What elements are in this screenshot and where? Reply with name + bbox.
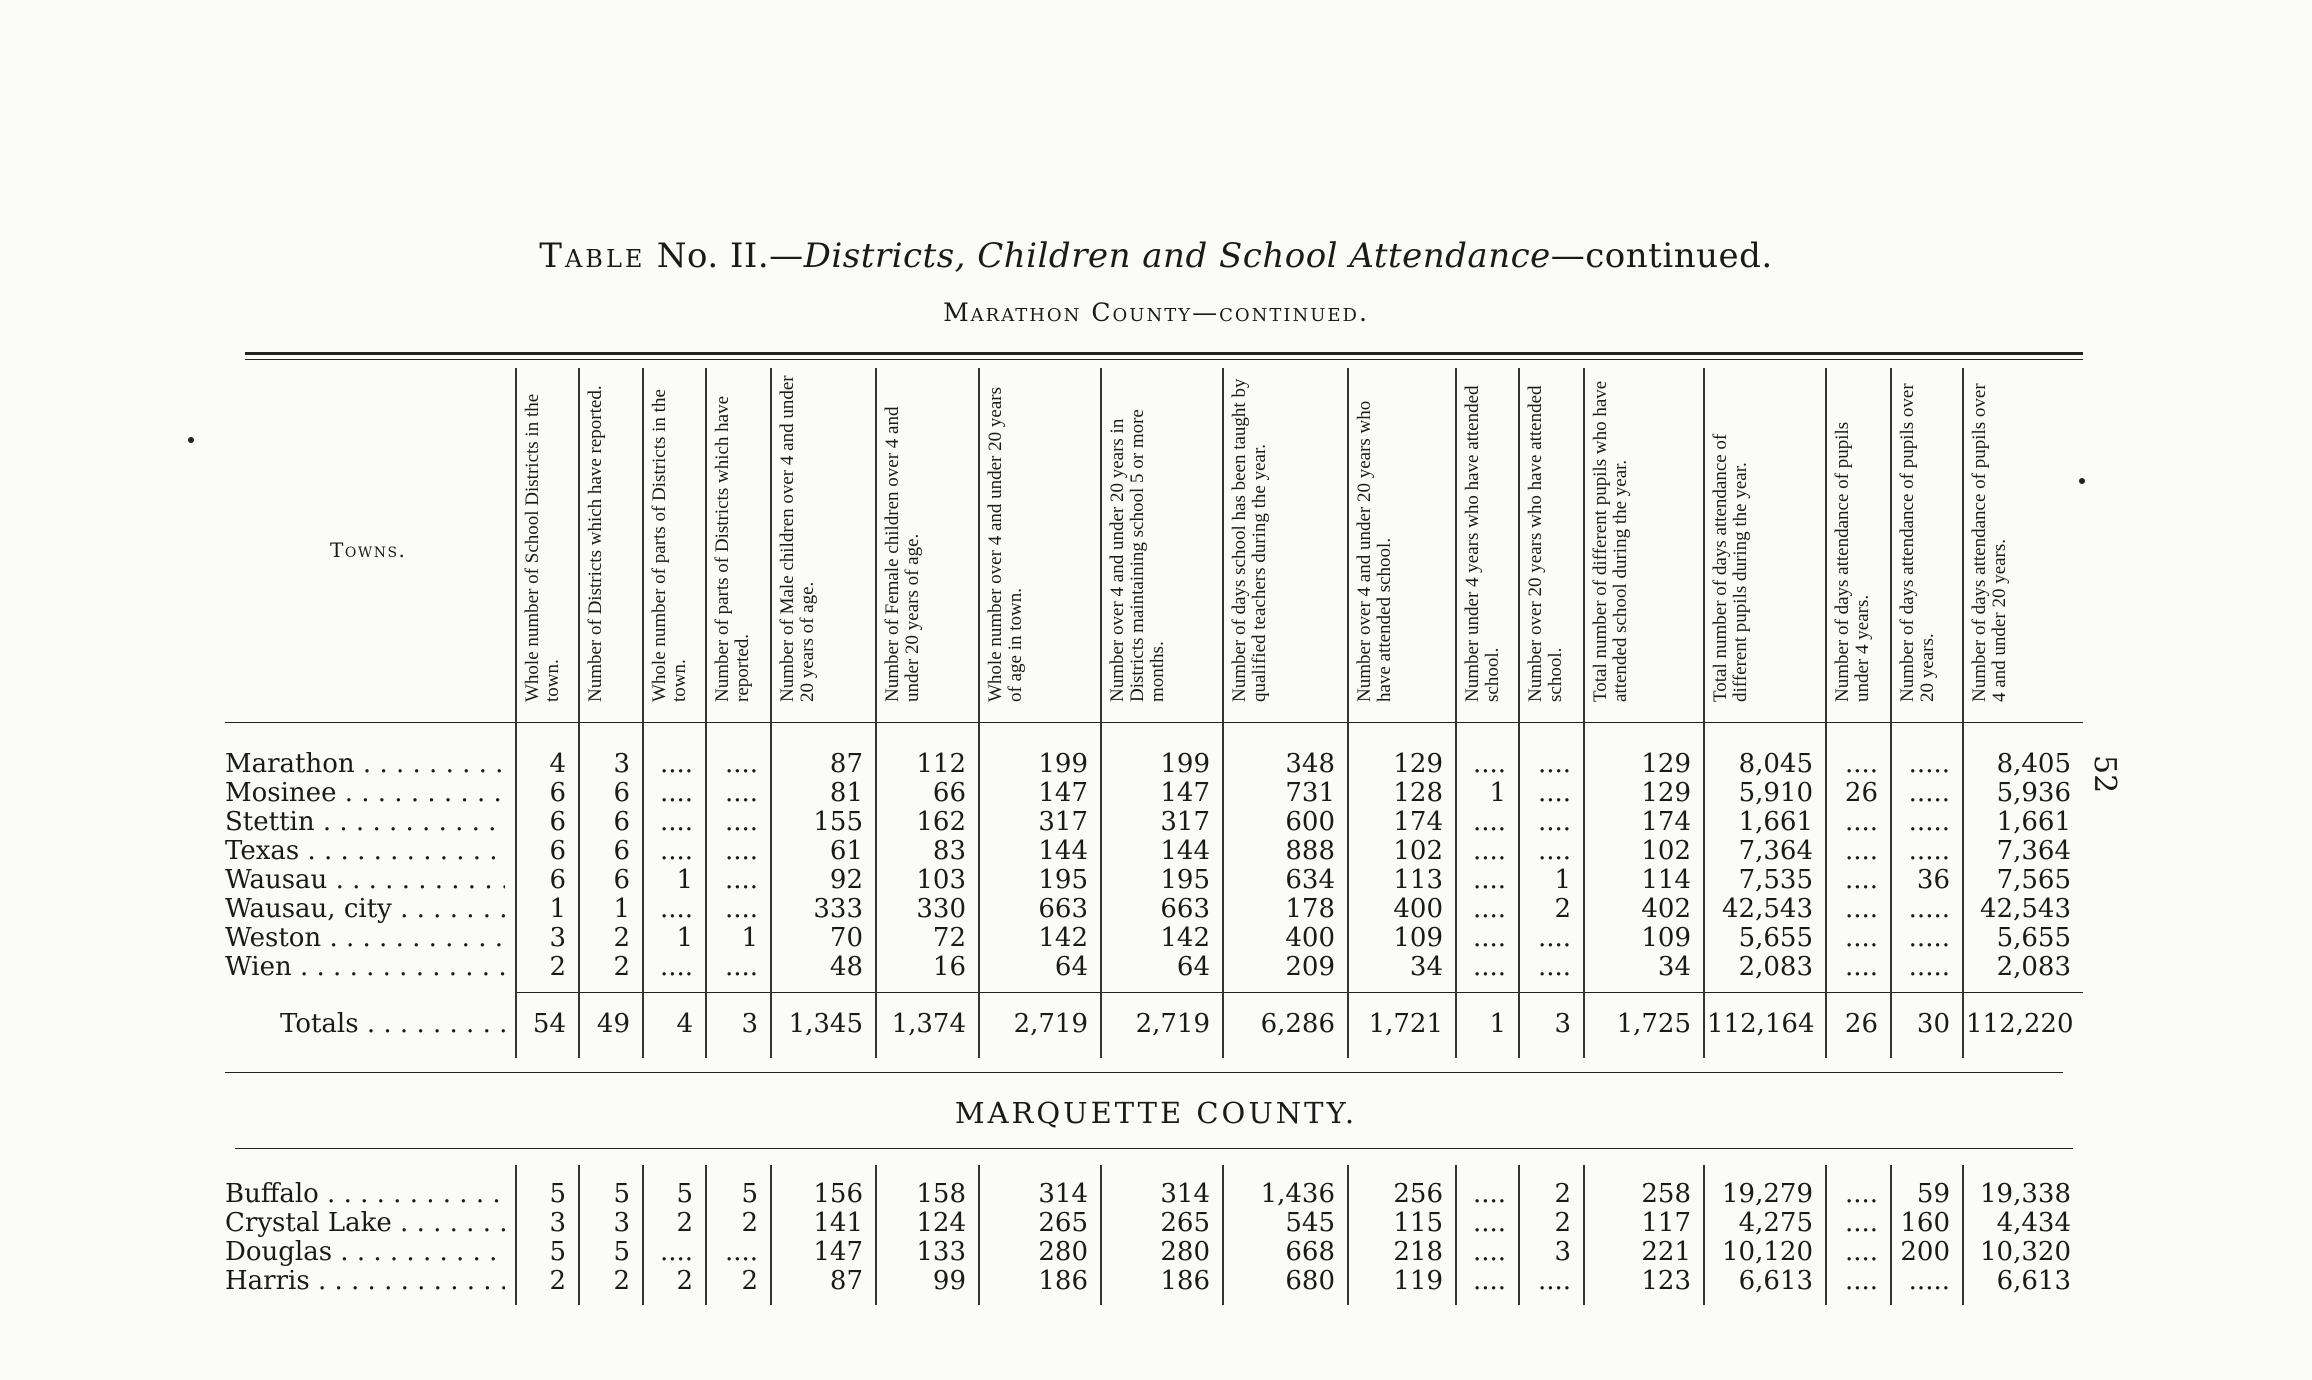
table-cell: 6 [613, 836, 630, 866]
table-cell: .... [1472, 807, 1506, 837]
column-header-6 [877, 368, 978, 708]
table-row [0, 924, 2312, 953]
table-cell: 6 [613, 778, 630, 808]
table-cell: 102 [1393, 836, 1443, 866]
totals-label: Totals . . . [280, 1010, 505, 1039]
table-cell: 19,279 [1722, 1179, 1813, 1209]
table-cell: 26 [1844, 1009, 1878, 1039]
table-cell: .... [659, 1237, 693, 1267]
table-cell: .... [1844, 923, 1878, 953]
table-cell: 3 [613, 749, 630, 779]
table-cell: 5 [549, 1237, 566, 1267]
table-cell: 5 [676, 1179, 693, 1209]
column-header-1 [517, 368, 578, 708]
town-name: Wausau . . . [225, 866, 505, 895]
table-cell: .... [1844, 952, 1878, 982]
column-header-3 [644, 368, 705, 708]
table-row [0, 895, 2312, 924]
table-row [0, 808, 2312, 837]
table-cell: .... [724, 836, 758, 866]
table-cell: .... [1844, 749, 1878, 779]
column-header-2 [580, 368, 642, 708]
table-cell: .... [659, 778, 693, 808]
title-prefix: Table [539, 236, 646, 276]
table-cell: 5,910 [1738, 778, 1813, 808]
table-cell: 195 [1038, 865, 1088, 895]
table-cell: 129 [1641, 749, 1691, 779]
town-name: Buffalo . . . [225, 1180, 505, 1209]
title-number: No. II.— [656, 236, 804, 276]
table-cell: .... [1844, 1237, 1878, 1267]
table-row [0, 750, 2312, 779]
table-cell: 109 [1393, 923, 1443, 953]
table-cell: 36 [1916, 865, 1950, 895]
table-cell: 634 [1285, 865, 1335, 895]
town-name: Weston . . . [225, 924, 505, 953]
table-cell: 87 [829, 749, 863, 779]
table-cell: .... [1844, 836, 1878, 866]
table-row [0, 1180, 2312, 1209]
table-cell: .... [1537, 1266, 1571, 1296]
table-cell: 1,661 [1738, 807, 1813, 837]
table-cell: 8,045 [1738, 749, 1813, 779]
table-cell: 7,364 [1738, 836, 1813, 866]
table-cell: 6,613 [1738, 1266, 1813, 1296]
table-cell: .... [1472, 1266, 1506, 1296]
table-cell: 1,725 [1616, 1009, 1691, 1039]
table-cell: .... [724, 865, 758, 895]
column-header-8 [1102, 368, 1222, 708]
table-cell: 141 [813, 1208, 863, 1238]
table-row [0, 1238, 2312, 1267]
table-cell: .... [1844, 1266, 1878, 1296]
table-cell: 333 [813, 894, 863, 924]
subtitle-text: Marathon County—continued. [943, 298, 1369, 327]
table-cell: 66 [932, 778, 966, 808]
column-header-text: Number over 4 and under 20 years who have attended school. [1354, 400, 1395, 702]
table-cell: 2 [613, 952, 630, 982]
column-header-11 [1457, 368, 1518, 708]
table-cell: 5,936 [1996, 778, 2071, 808]
table-row [0, 953, 2312, 982]
column-header-text: Whole number of parts of Districts in the town. [649, 389, 690, 702]
table-cell: 64 [1054, 952, 1088, 982]
table-cell: 186 [1038, 1266, 1088, 1296]
table-cell: 142 [1038, 923, 1088, 953]
marquette-county-title: MARQUETTE COUNTY. [954, 1096, 1358, 1130]
table-cell: 731 [1285, 778, 1335, 808]
town-name: Mosinee . . . [225, 779, 505, 808]
table-cell: 87 [829, 1266, 863, 1296]
table-cell: 147 [1160, 778, 1210, 808]
table-cell: ..... [1908, 778, 1950, 808]
column-header-text: Total number of different pupils who have attended school during the year. [1590, 380, 1631, 702]
table-cell: .... [724, 778, 758, 808]
table-cell: 2 [549, 1266, 566, 1296]
table-cell: 209 [1285, 952, 1335, 982]
table-cell: 5 [613, 1179, 630, 1209]
table-cell: 6 [549, 807, 566, 837]
table-cell: 103 [916, 865, 966, 895]
table-cell: 330 [916, 894, 966, 924]
table-cell: 5 [613, 1237, 630, 1267]
table-cell: .... [1844, 865, 1878, 895]
table-cell: 317 [1160, 807, 1210, 837]
table-cell: 314 [1160, 1179, 1210, 1209]
column-header-14 [1705, 368, 1825, 708]
table-cell: 30 [1916, 1009, 1950, 1039]
table-cell: 144 [1038, 836, 1088, 866]
table-cell: 680 [1285, 1266, 1335, 1296]
table-cell: .... [1537, 778, 1571, 808]
table-cell: 10,320 [1980, 1237, 2071, 1267]
table-cell: 3 [1554, 1237, 1571, 1267]
table-cell: 2,083 [1996, 952, 2071, 982]
table-cell: .... [659, 836, 693, 866]
table-cell: 119 [1393, 1266, 1443, 1296]
table-cell: 162 [916, 807, 966, 837]
table-cell: 200 [1900, 1237, 1950, 1267]
column-header-text: Number of Districts which have reported. [585, 385, 606, 702]
table-cell: 64 [1176, 952, 1210, 982]
column-header-4 [707, 368, 770, 708]
table-cell: 42,543 [1722, 894, 1813, 924]
table-cell: 2,719 [1135, 1009, 1210, 1039]
table-cell: .... [1472, 894, 1506, 924]
table-cell: .... [1472, 923, 1506, 953]
table-cell: 99 [932, 1266, 966, 1296]
table-cell: 545 [1285, 1208, 1335, 1238]
table-cell: 144 [1160, 836, 1210, 866]
table-cell: .... [1472, 836, 1506, 866]
table-cell: 1 [613, 894, 630, 924]
table-cell: 4 [676, 1009, 693, 1039]
table-cell: 70 [829, 923, 863, 953]
table-cell: .... [1537, 807, 1571, 837]
table-cell: 7,364 [1996, 836, 2071, 866]
table-cell: 402 [1641, 894, 1691, 924]
table-cell: 113 [1393, 865, 1443, 895]
table-cell: 3 [549, 923, 566, 953]
table-cell: 3 [549, 1208, 566, 1238]
table-cell: 186 [1160, 1266, 1210, 1296]
table-cell: 49 [596, 1009, 630, 1039]
table-cell: 129 [1393, 749, 1443, 779]
table-cell: 26 [1844, 778, 1878, 808]
table-cell: 7,565 [1996, 865, 2071, 895]
totals-row [0, 1010, 2312, 1039]
column-header-text: Total number of days attendance of different pupils during the year. [1710, 433, 1751, 702]
table-cell: 1,661 [1996, 807, 2071, 837]
table-cell: 6,613 [1996, 1266, 2071, 1296]
table-cell: 4,434 [1996, 1208, 2071, 1238]
table-cell: .... [1844, 1179, 1878, 1209]
table-row [0, 779, 2312, 808]
table-cell: 1,721 [1368, 1009, 1443, 1039]
table-cell: .... [1472, 1179, 1506, 1209]
table-cell: 2,083 [1738, 952, 1813, 982]
table-cell: 1 [549, 894, 566, 924]
table-title [0, 236, 2312, 276]
town-name: Texas . . . [225, 837, 505, 866]
table-cell: 888 [1285, 836, 1335, 866]
table-cell: 6,286 [1260, 1009, 1335, 1039]
table-cell: .... [659, 894, 693, 924]
table-cell: ..... [1908, 894, 1950, 924]
table-cell: ..... [1908, 952, 1950, 982]
town-name: Wien . . . [225, 953, 505, 982]
column-header-text: Number of Male children over 4 and under 20 years of age. [777, 375, 818, 702]
table-cell: 2 [613, 1266, 630, 1296]
table-cell: 600 [1285, 807, 1335, 837]
town-name: Marathon . . . [225, 750, 505, 779]
column-header-7 [980, 368, 1100, 708]
table-cell: 83 [932, 836, 966, 866]
table-cell: 2 [1554, 1179, 1571, 1209]
table-cell: 2 [1554, 1208, 1571, 1238]
column-header-17 [1964, 368, 2083, 708]
table-cell: 1 [741, 923, 758, 953]
town-name: Douglas . . . [225, 1238, 505, 1267]
table-cell: 3 [613, 1208, 630, 1238]
table-cell: 348 [1285, 749, 1335, 779]
table-cell: 160 [1900, 1208, 1950, 1238]
table-cell: 218 [1393, 1237, 1443, 1267]
table-cell: 117 [1641, 1208, 1691, 1238]
table-cell: 128 [1393, 778, 1443, 808]
table-cell: 112 [916, 749, 966, 779]
table-cell: 663 [1038, 894, 1088, 924]
header-rule-top-2 [245, 359, 2083, 360]
table-cell: 199 [1160, 749, 1210, 779]
table-cell: 2,719 [1013, 1009, 1088, 1039]
table-cell: .... [724, 749, 758, 779]
table-cell: .... [659, 749, 693, 779]
header-rule-top [245, 352, 2083, 355]
table-row [0, 837, 2312, 866]
table-cell: 1 [1554, 865, 1571, 895]
town-name: Stettin . . . [225, 808, 505, 837]
column-header-text: Whole number of School Districts in the town. [522, 393, 563, 702]
table-cell: .... [659, 807, 693, 837]
column-header-13 [1585, 368, 1703, 708]
column-header-text: Number over 20 years who have attended school. [1525, 385, 1566, 702]
table-cell: 5,655 [1738, 923, 1813, 953]
table-cell: 195 [1160, 865, 1210, 895]
table-cell: .... [1844, 894, 1878, 924]
table-cell: 8,405 [1996, 749, 2071, 779]
table-cell: 178 [1285, 894, 1335, 924]
table-cell: 81 [829, 778, 863, 808]
table-subtitle [0, 298, 2312, 327]
table-cell: .... [724, 894, 758, 924]
table-cell: .... [1537, 836, 1571, 866]
table-cell: .... [1472, 1208, 1506, 1238]
town-name: Wausau, city . . . [225, 895, 505, 924]
table-cell: 34 [1409, 952, 1443, 982]
table-cell: 112,164 [1707, 1009, 1815, 1039]
table-cell: .... [1537, 749, 1571, 779]
table-cell: .... [1472, 952, 1506, 982]
table-cell: 1 [676, 923, 693, 953]
table-row [0, 1209, 2312, 1238]
table-cell: 256 [1393, 1179, 1443, 1209]
table-cell: 317 [1038, 807, 1088, 837]
column-header-text: Number of parts of Districts which have reported. [712, 395, 753, 702]
column-header-text: Number under 4 years who have attended school. [1462, 385, 1503, 702]
stray-mark-left [188, 437, 194, 443]
table-cell: 2 [676, 1266, 693, 1296]
table-cell: 6 [549, 865, 566, 895]
table-cell: ..... [1908, 836, 1950, 866]
table-cell: 156 [813, 1179, 863, 1209]
table-cell: 174 [1641, 807, 1691, 837]
table-cell: 34 [1657, 952, 1691, 982]
table-cell: 4 [549, 749, 566, 779]
table-cell: 16 [932, 952, 966, 982]
column-header-12 [1520, 368, 1583, 708]
town-name: Harris . . . [225, 1267, 505, 1296]
table-cell: 5,655 [1996, 923, 2071, 953]
table-cell: 10,120 [1722, 1237, 1813, 1267]
title-suffix: —continued. [1550, 236, 1773, 276]
column-header-text: Number of days attendance of pupils over 4 and under 20 years. [1969, 383, 2010, 702]
table-cell: 5 [549, 1179, 566, 1209]
table-cell: ..... [1908, 1266, 1950, 1296]
table-cell: 1,345 [788, 1009, 863, 1039]
table-cell: 115 [1393, 1208, 1443, 1238]
towns-header: Towns. [330, 538, 407, 562]
table-cell: 199 [1038, 749, 1088, 779]
table-cell: .... [724, 807, 758, 837]
totals-rule-bottom [225, 1072, 2063, 1073]
table-cell: 19,338 [1980, 1179, 2071, 1209]
table-cell: 92 [829, 865, 863, 895]
table-cell: 48 [829, 952, 863, 982]
table-cell: 158 [916, 1179, 966, 1209]
table-cell: 265 [1160, 1208, 1210, 1238]
table-cell: 663 [1160, 894, 1210, 924]
table-cell: 142 [1160, 923, 1210, 953]
table-cell: ..... [1908, 807, 1950, 837]
town-name: Crystal Lake . . . [225, 1209, 505, 1238]
column-header-text: Number of Female children over 4 and under 20 years of age. [882, 406, 923, 702]
table-cell: 102 [1641, 836, 1691, 866]
table-cell: 155 [813, 807, 863, 837]
table-cell: 3 [1554, 1009, 1571, 1039]
table-cell: .... [1844, 1208, 1878, 1238]
table-cell: 114 [1641, 865, 1691, 895]
table-cell: 6 [613, 807, 630, 837]
table-cell: 5 [741, 1179, 758, 1209]
table-cell: 258 [1641, 1179, 1691, 1209]
table-cell: 129 [1641, 778, 1691, 808]
table-cell: 6 [549, 836, 566, 866]
table-cell: .... [1472, 749, 1506, 779]
table-cell: .... [1537, 923, 1571, 953]
table-cell: 174 [1393, 807, 1443, 837]
table-cell: 280 [1038, 1237, 1088, 1267]
table-cell: 668 [1285, 1237, 1335, 1267]
table-cell: 400 [1393, 894, 1443, 924]
table-cell: 400 [1285, 923, 1335, 953]
column-header-16 [1892, 368, 1962, 708]
table-cell: .... [1537, 952, 1571, 982]
table-cell: 112,220 [1966, 1009, 2074, 1039]
table-cell: 2 [741, 1208, 758, 1238]
column-header-9 [1224, 368, 1347, 708]
table-cell: 2 [741, 1266, 758, 1296]
column-header-5 [772, 368, 875, 708]
title-italic: Districts, Children and School Attendance [803, 236, 1551, 276]
page-number: 52 [2087, 755, 2122, 794]
table-cell: 2 [549, 952, 566, 982]
table-cell: .... [659, 952, 693, 982]
column-header-10 [1349, 368, 1455, 708]
table-cell: 280 [1160, 1237, 1210, 1267]
column-header-text: Whole number over 4 and under 20 years of age in town. [985, 387, 1026, 702]
table-cell: 314 [1038, 1179, 1088, 1209]
table-cell: 2 [1554, 894, 1571, 924]
table-cell: 265 [1038, 1208, 1088, 1238]
table-cell: 3 [741, 1009, 758, 1039]
table-cell: 7,535 [1738, 865, 1813, 895]
table-cell: .... [1472, 865, 1506, 895]
column-header-15 [1827, 368, 1890, 708]
table-cell: 72 [932, 923, 966, 953]
table-cell: ..... [1908, 749, 1950, 779]
column-header-text: Number of days attendance of pupils over 20 years. [1897, 383, 1938, 702]
table-cell: 61 [829, 836, 863, 866]
table-cell: 147 [813, 1237, 863, 1267]
table-cell: .... [724, 1237, 758, 1267]
table-cell: 147 [1038, 778, 1088, 808]
table-cell: .... [1472, 1237, 1506, 1267]
table-cell: 54 [532, 1009, 566, 1039]
table-cell: 59 [1916, 1179, 1950, 1209]
table-cell: 109 [1641, 923, 1691, 953]
totals-rule-top [515, 992, 2083, 993]
table-cell: 221 [1641, 1237, 1691, 1267]
table-cell: 42,543 [1980, 894, 2071, 924]
table-cell: 1 [1489, 778, 1506, 808]
table-cell: 2 [613, 923, 630, 953]
column-header-text: Number of days school has been taught by qualified teachers during the year. [1229, 378, 1270, 702]
table-cell: .... [724, 952, 758, 982]
table-cell: .... [1844, 807, 1878, 837]
table-cell: 123 [1641, 1266, 1691, 1296]
table-row [0, 866, 2312, 895]
table-row [0, 1267, 2312, 1296]
table-cell: 1,374 [891, 1009, 966, 1039]
table-cell: 1 [1489, 1009, 1506, 1039]
section2-rule [235, 1148, 2073, 1149]
table-cell: 1,436 [1260, 1179, 1335, 1209]
table-cell: 4,275 [1738, 1208, 1813, 1238]
table-cell: 2 [676, 1208, 693, 1238]
table-cell: 1 [676, 865, 693, 895]
column-header-text: Number over 4 and under 20 years in Districts maintaining school 5 or more months. [1107, 409, 1168, 702]
header-rule-bottom [225, 722, 2083, 723]
table-cell: 124 [916, 1208, 966, 1238]
table-cell: 6 [613, 865, 630, 895]
table-cell: ..... [1908, 923, 1950, 953]
table-cell: 6 [549, 778, 566, 808]
table-cell: 133 [916, 1237, 966, 1267]
column-header-text: Number of days attendance of pupils under 4 years. [1832, 421, 1873, 702]
